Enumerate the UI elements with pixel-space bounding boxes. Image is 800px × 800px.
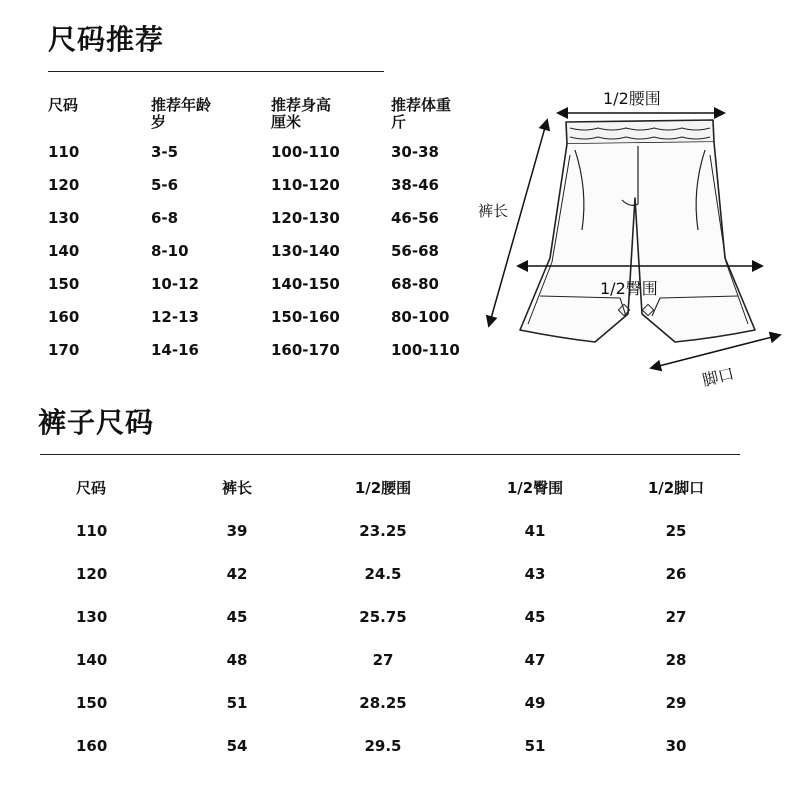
leg-opening-label: 脚口: [700, 363, 737, 390]
recommend-row: [48, 243, 478, 276]
pants-header-length: 裤长: [221, 479, 252, 497]
pants-row: [50, 650, 750, 693]
recommend-cell-weight: 56-68: [391, 242, 439, 260]
pants-cell-leg-opening: 30: [665, 737, 687, 755]
pants-cell-hip: 51: [524, 737, 546, 755]
pants-cell-waist: 28.25: [359, 694, 407, 712]
pants-cell-size: 150: [76, 694, 108, 712]
hip-label: 1/2臀围: [600, 279, 658, 298]
recommend-row: [48, 210, 478, 243]
recommend-header-size: 尺码: [48, 96, 79, 114]
recommend-row: [48, 144, 478, 177]
pants-row: [50, 736, 750, 779]
recommend-header-row: [48, 97, 478, 144]
pants-header-leg-opening: 1/2脚口: [647, 479, 705, 497]
pants-cell-size: 130: [76, 608, 108, 626]
shorts-illustration: [520, 120, 755, 342]
pants-header-row: [50, 478, 750, 521]
recommend-title: 尺码推荐: [48, 23, 165, 56]
pants-cell-length: 48: [226, 651, 248, 669]
recommend-row: [48, 342, 478, 375]
pants-cell-waist: 24.5: [364, 565, 402, 583]
pants-cell-leg-opening: 27: [665, 608, 687, 626]
shorts-measurement-diagram: [470, 80, 800, 390]
pants-cell-hip: 41: [524, 522, 546, 540]
recommend-cell-age: 8-10: [151, 242, 189, 260]
pants-cell-leg-opening: 28: [665, 651, 687, 669]
pants-row: [50, 521, 750, 564]
recommend-cell-size: 110: [48, 143, 80, 161]
pants-cell-length: 45: [226, 608, 248, 626]
recommend-cell-height: 150-160: [271, 308, 340, 326]
pants-cell-waist: 29.5: [364, 737, 402, 755]
recommend-cell-size: 140: [48, 242, 80, 260]
recommend-cell-height: 100-110: [271, 143, 340, 161]
recommend-cell-weight: 46-56: [391, 209, 439, 227]
pants-cell-size: 160: [76, 737, 108, 755]
pants-cell-length: 54: [226, 737, 248, 755]
recommend-cell-age: 5-6: [151, 176, 179, 194]
recommend-cell-age: 6-8: [151, 209, 179, 227]
pants-row: [50, 564, 750, 607]
recommend-cell-size: 160: [48, 308, 80, 326]
recommend-header-age: 推荐年龄 岁: [151, 96, 212, 131]
pants-title-divider: [40, 454, 740, 455]
pants-cell-hip: 43: [524, 565, 546, 583]
pants-cell-size: 120: [76, 565, 108, 583]
recommend-cell-age: 3-5: [151, 143, 179, 161]
recommend-cell-age: 14-16: [151, 341, 199, 359]
pants-cell-hip: 49: [524, 694, 546, 712]
pants-cell-hip: 47: [524, 651, 546, 669]
length-label: 裤长: [478, 202, 509, 220]
pants-row: [50, 607, 750, 650]
pants-cell-size: 140: [76, 651, 108, 669]
pants-header-hip: 1/2臀围: [506, 479, 564, 497]
pants-title: 裤子尺码: [38, 406, 155, 439]
recommend-cell-weight: 68-80: [391, 275, 439, 293]
recommend-header-height: 推荐身高 厘米: [271, 96, 332, 131]
recommend-header-weight: 推荐体重 斤: [391, 96, 452, 131]
recommend-cell-age: 12-13: [151, 308, 199, 326]
recommend-cell-height: 160-170: [271, 341, 340, 359]
pants-cell-hip: 45: [524, 608, 546, 626]
recommend-table: [48, 97, 478, 375]
pants-size-table: [50, 478, 750, 779]
pants-cell-waist: 25.75: [359, 608, 407, 626]
recommend-cell-weight: 30-38: [391, 143, 439, 161]
recommend-cell-size: 130: [48, 209, 80, 227]
waist-label: 1/2腰围: [603, 89, 661, 108]
recommend-row: [48, 309, 478, 342]
pants-row: [50, 693, 750, 736]
pants-cell-size: 110: [76, 522, 108, 540]
recommend-cell-size: 170: [48, 341, 80, 359]
recommend-cell-height: 110-120: [271, 176, 340, 194]
pants-cell-leg-opening: 29: [665, 694, 687, 712]
recommend-cell-weight: 100-110: [391, 341, 460, 359]
pants-header-size: 尺码: [76, 479, 107, 497]
pants-cell-waist: 23.25: [359, 522, 407, 540]
recommend-cell-weight: 38-46: [391, 176, 439, 194]
pants-header-waist: 1/2腰围: [354, 479, 412, 497]
pants-cell-length: 39: [226, 522, 248, 540]
recommend-row: [48, 177, 478, 210]
pants-cell-leg-opening: 26: [665, 565, 687, 583]
recommend-title-divider: [48, 71, 384, 72]
pants-cell-waist: 27: [372, 651, 394, 669]
recommend-cell-weight: 80-100: [391, 308, 450, 326]
recommend-cell-height: 120-130: [271, 209, 340, 227]
recommend-row: [48, 276, 478, 309]
pants-cell-leg-opening: 25: [665, 522, 687, 540]
recommend-cell-age: 10-12: [151, 275, 199, 293]
recommend-cell-height: 130-140: [271, 242, 340, 260]
pants-cell-length: 51: [226, 694, 248, 712]
pants-cell-length: 42: [226, 565, 248, 583]
recommend-cell-size: 120: [48, 176, 80, 194]
recommend-cell-height: 140-150: [271, 275, 340, 293]
recommend-cell-size: 150: [48, 275, 80, 293]
